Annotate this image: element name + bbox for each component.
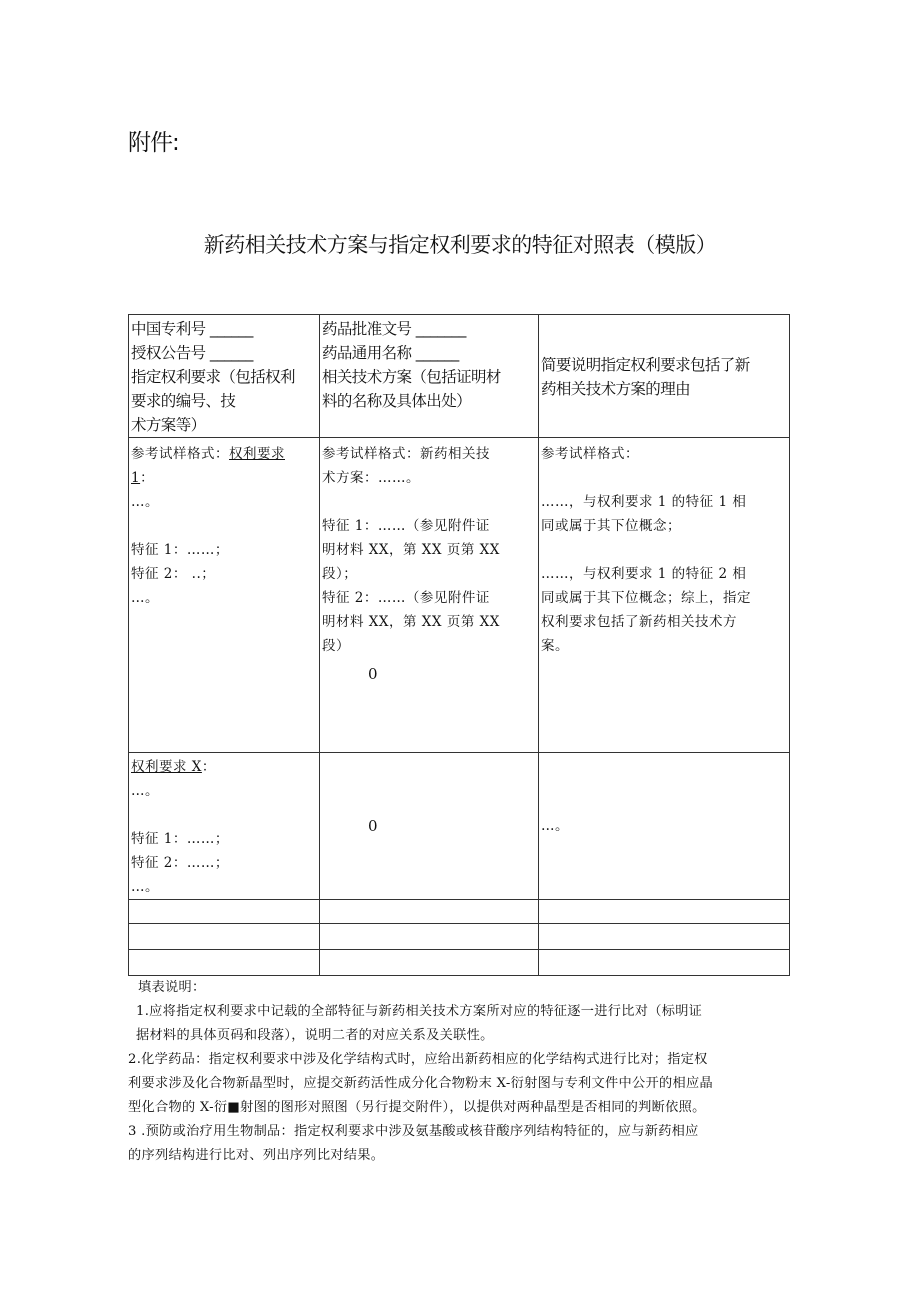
- feature-2: 特征 2：……；: [131, 855, 229, 871]
- header-grant-no: 授权公告号 ______: [131, 344, 253, 362]
- claim-colon: ：: [140, 470, 155, 486]
- claim-1-link: 权利要求: [229, 446, 285, 462]
- tech-feature-2c: 段）: [322, 638, 350, 654]
- header-patent-no: 中国专利号 ______: [131, 320, 253, 338]
- row2-tech-cell: [320, 753, 539, 900]
- table-header-row: [129, 315, 790, 438]
- header-tech-solution-2: 料的名称及具体出处）: [322, 392, 472, 410]
- table-row: [129, 900, 790, 924]
- note-3-line-1: 3 .预防或治疗用生物制品：指定权利要求中涉及氨基酸或核苷酸序列结构特征的，应与新药相应: [128, 1124, 699, 1139]
- zero-mark: 0: [368, 665, 379, 683]
- row2-reason-cell: [539, 753, 790, 900]
- feature-comparison-table: [128, 314, 790, 976]
- form-notes: [128, 976, 796, 1168]
- header-claim-label-2: 要求的编号、技: [131, 392, 236, 410]
- tech-feature-2a: 特征 2：……（参见附件证: [322, 590, 490, 606]
- header-tech-solution: 相关技术方案（包括证明材: [322, 368, 501, 386]
- note-3-line-2: 的序列结构进行比对、列出序列比对结果。: [128, 1148, 385, 1163]
- header-cell-drug: [320, 315, 539, 438]
- reason-line-4: ……，与权利要求 1 的特征 2 相: [541, 566, 747, 582]
- reason-line-7: 案。: [541, 638, 569, 654]
- row1-reason-cell: [539, 438, 790, 753]
- header-generic-name: 药品通用名称 ______: [322, 344, 459, 362]
- ellipsis-line: …。: [131, 879, 159, 895]
- note-2-line-2: 利要求涉及化合物新晶型时，应提交新药活性成分化合物粉末 X-衍射图与专利文件中公开的相应晶: [128, 1076, 713, 1091]
- header-reason-2: 药相关技术方案的理由: [541, 380, 691, 398]
- ellipsis-line: …。: [131, 783, 159, 799]
- table-row: [129, 950, 790, 976]
- table-row: [129, 438, 790, 753]
- header-reason-1: 简要说明指定权利要求包括了新: [541, 356, 750, 374]
- header-claim-label-3: 术方案等）: [131, 416, 206, 434]
- tech-feature-1b: 明材料 XX，第 XX 页第 XX: [322, 542, 500, 558]
- ellipsis-line: …。: [541, 818, 569, 834]
- row1-claim-cell: [129, 438, 320, 753]
- format-prefix: 参考试样格式：: [131, 446, 229, 462]
- row2-claim-cell: [129, 753, 320, 900]
- header-claim-label: 指定权利要求（包括权利: [131, 368, 295, 386]
- tech-feature-1a: 特征 1：……（参见附件证: [322, 518, 490, 534]
- reason-line-6: 权利要求包括了新药相关技术方: [541, 614, 737, 630]
- note-2-line-3: 型化合物的 X-衍■射图的图形对照图（另行提交附件），以提供对两种晶型是否相同的判断依照。: [128, 1100, 706, 1115]
- reason-line-3: 同或属于其下位概念；: [541, 518, 681, 534]
- claim-colon: ：: [201, 759, 216, 775]
- table-row: [129, 753, 790, 900]
- document-title: 新药相关技术方案与指定权利要求的特征对照表（模版）: [203, 233, 717, 257]
- annex-label: 附件:: [128, 130, 179, 156]
- reason-line-2: ……，与权利要求 1 的特征 1 相: [541, 494, 747, 510]
- feature-1: 特征 1：……；: [131, 542, 229, 558]
- note-2-line-1: 2.化学药品：指定权利要求中涉及化学结构式时，应给出新药相应的化学结构式进行比对；指定权: [128, 1052, 708, 1067]
- tech-feature-2b: 明材料 XX，第 XX 页第 XX: [322, 614, 500, 630]
- row1-tech-cell: [320, 438, 539, 753]
- header-cell-patent: [129, 315, 320, 438]
- notes-heading: 填表说明：: [138, 980, 206, 995]
- claim-1-number: 1: [131, 470, 141, 486]
- claim-x-link: 权利要求 X: [131, 759, 202, 775]
- reason-line-1: 参考试样格式：: [541, 446, 639, 462]
- tech-line-1: 参考试样格式：新药相关技: [322, 446, 490, 462]
- ellipsis-line: …。: [131, 494, 159, 510]
- header-approval-no: 药品批准文号 _______: [322, 320, 466, 338]
- tech-feature-1c: 段）；: [322, 566, 358, 582]
- feature-2: 特征 2： ..；: [131, 566, 216, 582]
- ellipsis-line: …。: [131, 590, 159, 606]
- zero-mark: 0: [368, 817, 379, 835]
- table-row: [129, 924, 790, 950]
- reason-line-5: 同或属于其下位概念；综上，指定: [541, 590, 751, 606]
- feature-1: 特征 1：……；: [131, 831, 229, 847]
- note-1-line-1: 1.应将指定权利要求中记载的全部特征与新药相关技术方案所对应的特征逐一进行比对（标明证: [136, 1004, 703, 1019]
- note-1-line-2: 据材料的具体页码和段落），说明二者的对应关系及关联性。: [136, 1028, 494, 1043]
- tech-line-2: 术方案：……。: [322, 470, 420, 486]
- header-cell-reason: [539, 315, 790, 438]
